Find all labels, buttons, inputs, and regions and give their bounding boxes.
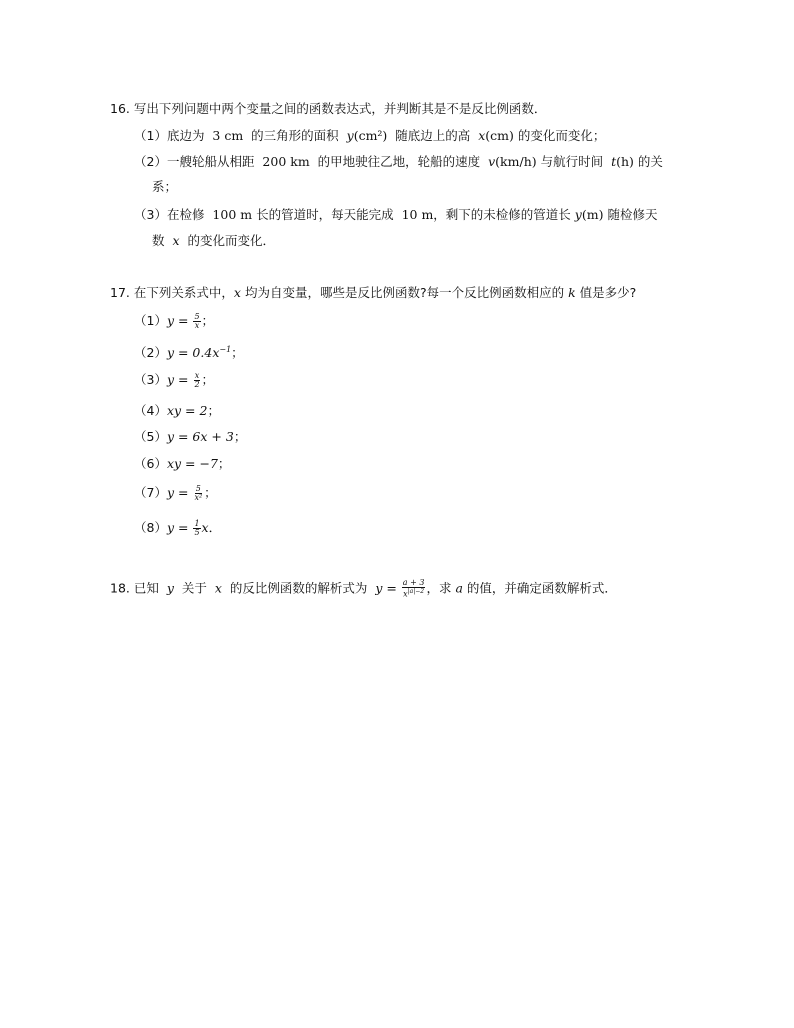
q16-item-2-value: 200 km	[262, 154, 310, 169]
q18-lhs: y =	[375, 580, 401, 596]
q17-item-2-expr: y = 0.4x	[166, 345, 220, 361]
q18-var-a: a	[455, 580, 463, 596]
q16-item-2-text-c: 与航行时间	[540, 154, 604, 169]
q17-item-7-tail: ；	[204, 485, 217, 500]
q17-item-3-numerator: x	[194, 371, 200, 380]
q16-stem-line	[110, 100, 546, 118]
q16-stem: 写出下列问题中两个变量之间的函数表达式，并判断其是不是反比例函数．	[133, 101, 547, 116]
q17-stem-line	[110, 284, 636, 302]
q17-item-5-expr: y = 6x + 3	[166, 429, 234, 444]
q16-item-3-cont-b: 的变化而变化．	[187, 233, 275, 248]
q16-item-2-continuation	[152, 178, 177, 196]
q17-item-8-rhs: x	[201, 520, 209, 535]
q16-item-3	[134, 206, 657, 224]
q18-fraction	[402, 579, 426, 599]
q17-stem-a: 在下列关系式中，	[133, 285, 234, 300]
q17-stem-b: 均为自变量，哪些是反比例函数?每一个反比例函数相应的	[244, 285, 565, 300]
q16-item-3-text-b: 长的管道时，每天能完成	[256, 207, 394, 222]
q16-item-1-text-a: 底边为	[166, 128, 205, 143]
q18-text-d: ，求	[426, 580, 452, 596]
q17-item-2-tail: ；	[231, 345, 244, 361]
q17-item-2-index: （2）	[134, 345, 167, 361]
q17-item-5-tail: ；	[233, 429, 247, 444]
q16-item-3-unit-y: (m)	[581, 207, 604, 222]
q17-item-3-lhs: y =	[166, 372, 193, 387]
q17-item-7-numerator: 5	[195, 484, 201, 493]
q17-item-6-expr: xy = −7	[166, 456, 218, 471]
q17-item-7-index: （7）	[134, 485, 167, 500]
q16-item-3-value-a: 100 m	[212, 207, 253, 222]
q18-denominator-exponent: |a|−2	[407, 588, 425, 595]
q16-item-2-var-v: v	[488, 154, 496, 169]
q16-item-1-index: （1）	[134, 128, 167, 143]
q16-item-3-continuation	[152, 232, 275, 250]
q16-item-1-var-x: x	[478, 128, 486, 143]
q17-item-1-tail: ；	[201, 313, 215, 328]
q16-item-1-text-c: 随底边上的高	[395, 128, 471, 143]
q17-item-8-numerator: 1	[194, 519, 200, 528]
q16-item-3-cont-a: 数	[152, 233, 165, 248]
q18-var-x: x	[214, 580, 222, 596]
q16-item-2-var-t: t	[611, 154, 617, 169]
q18-number: 18.	[110, 580, 130, 596]
q17-item-8-denominator: 5	[194, 528, 200, 537]
q16-item-1	[134, 127, 605, 145]
q17-item-1	[134, 312, 214, 330]
q18-denominator: x	[403, 589, 408, 599]
q16-item-2-text-d: 的关	[637, 154, 663, 169]
q16-item-3-var-y: y	[574, 207, 582, 222]
q17-item-6-tail: ；	[217, 456, 231, 471]
q17-item-4	[134, 402, 220, 420]
q17-item-4-expr: xy = 2	[166, 403, 208, 418]
q17-item-4-index: （4）	[134, 403, 167, 418]
q17-item-5-index: （5）	[134, 429, 167, 444]
q17-stem-var-k: k	[568, 285, 576, 300]
q17-item-5	[134, 428, 246, 446]
q17-item-4-tail: ；	[207, 403, 220, 418]
q17-item-1-index: （1）	[134, 313, 167, 328]
q17-item-1-denominator: x	[194, 321, 200, 330]
q16-number: 16.	[110, 101, 130, 116]
q17-item-3-fraction	[193, 372, 200, 389]
q17-item-7-lhs: y =	[166, 485, 193, 500]
q17-item-8-fraction	[193, 520, 200, 537]
q17-item-3-index: （3）	[134, 372, 167, 387]
q17-item-8-lhs: y =	[166, 520, 193, 535]
q18-denominator-wrap	[402, 588, 425, 599]
q16-item-1-text-b: 的三角形的面积	[251, 128, 339, 143]
q17-item-3	[134, 371, 214, 389]
q18-var-y: y	[166, 580, 174, 596]
q16-item-3-value-b: 10 m	[401, 207, 434, 222]
q16-item-3-text-a: 在检修	[166, 207, 205, 222]
q17-item-3-denominator: 2	[194, 380, 200, 389]
q17-item-1-lhs: y =	[166, 313, 193, 328]
q16-item-2	[134, 153, 663, 171]
q16-item-3-index: （3）	[134, 207, 167, 222]
q16-item-1-value: 3 cm	[212, 128, 244, 143]
q18-numerator: a + 3	[402, 578, 425, 587]
q16-item-3-text-c: ，剩下的未检修的管道长	[433, 207, 571, 222]
q17-item-7-denominator: x²	[194, 493, 203, 502]
q17-number: 17.	[110, 285, 130, 300]
q17-stem-var-x: x	[233, 285, 241, 300]
q18-text-b: 关于	[181, 580, 207, 596]
q17-item-3-tail: ；	[201, 372, 215, 387]
q16-item-2-unit-v: (km/h)	[495, 154, 537, 169]
q17-item-6-index: （6）	[134, 456, 167, 471]
q17-stem-c: 值是多少?	[579, 285, 637, 300]
q18-text-c: 的反比例函数的解析式为	[229, 580, 368, 596]
q16-item-3-var-x: x	[172, 233, 180, 248]
q16-item-2-index: （2）	[134, 154, 167, 169]
q16-item-1-unit-x: (cm)	[485, 128, 514, 143]
q16-item-1-text-d: 的变化而变化；	[517, 128, 606, 143]
q17-item-7-fraction	[193, 485, 203, 502]
q16-item-2-unit-t: (h)	[616, 154, 634, 169]
q16-item-2-cont: 系；	[152, 179, 178, 194]
q16-item-1-var-y: y	[346, 128, 354, 143]
q17-item-1-numerator: 5	[194, 312, 200, 321]
q16-item-2-text-a: 一艘轮船从相距	[166, 154, 255, 169]
q17-item-8-index: （8）	[134, 520, 167, 535]
q18-line	[110, 579, 617, 599]
q18-text-a: 已知	[133, 580, 159, 596]
q16-item-1-unit-y: (cm²)	[353, 128, 388, 143]
q17-item-8	[134, 519, 221, 537]
q16-item-2-text-b: 的甲地驶往乙地，轮船的速度	[317, 154, 481, 169]
q17-item-7	[134, 484, 217, 502]
q17-item-2	[134, 341, 244, 362]
q17-item-6	[134, 455, 230, 473]
q17-item-2-exponent: −1	[219, 345, 232, 354]
q17-item-8-tail: ．	[208, 520, 222, 535]
q18-text-e: 的值，并确定函数解析式．	[466, 580, 617, 596]
q16-item-3-text-d: 随检修天	[607, 207, 658, 222]
q17-item-1-fraction	[193, 313, 200, 330]
